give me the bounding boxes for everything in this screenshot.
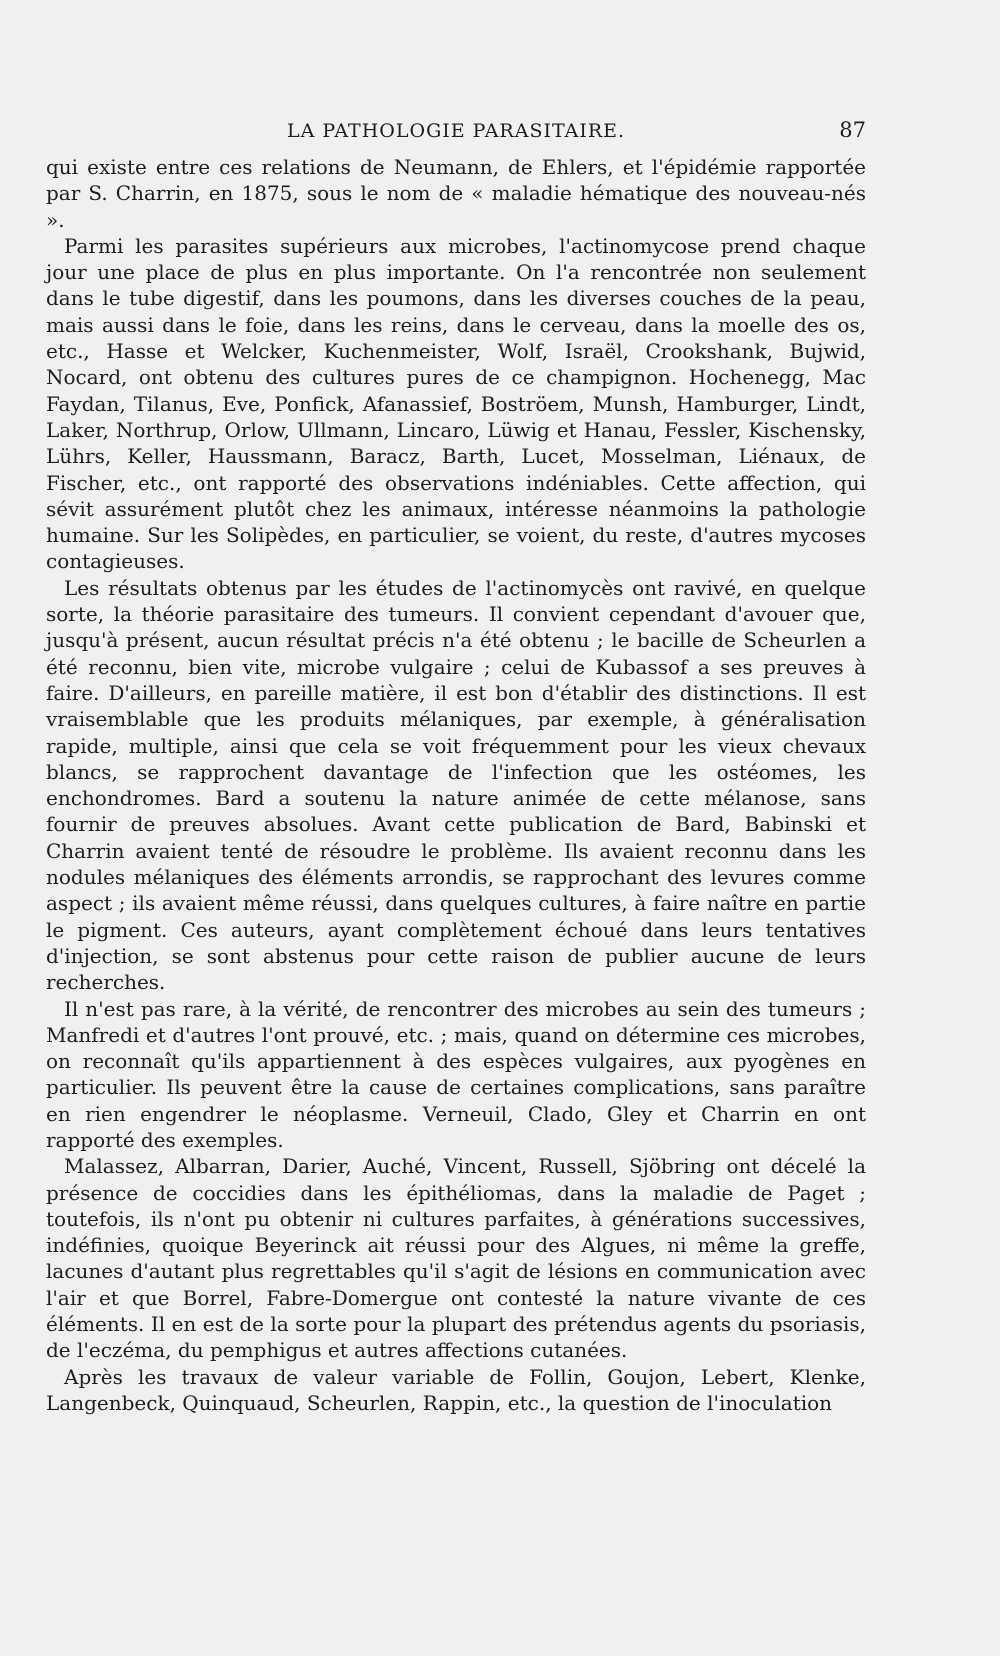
running-title: LA PATHOLOGIE PARASITAIRE. (286, 120, 626, 142)
paragraph: Après les travaux de valeur variable de Follin, Goujon, Lebert, Klenke, Langenbeck, Quinquaud, Scheurlen, Rappin, etc., la question de l'inoculation (46, 1364, 866, 1415)
paragraph: Malassez, Albarran, Darier, Auché, Vincent, Russell, Sjöbring ont décelé la présence de coccidies dans les épithéliomas, dans la maladie de Paget ; toutefois, ils n'ont pu obtenir ni cultures parfaites, à générations successives, indéfinies, quoique Beyerinck ait réussi pour des Algues, ni même la greffe, lacunes d'autant plus regrettables qu'il s'agit de lésions en communication avec l'air et que Borrel, Fabre-Domergue ont contesté la nature vivante de ces éléments. Il en est de la sorte pour la plupart des prétendus agents du psoriasis, de l'eczéma, du pemphigus et autres affections cutanées. (46, 1154, 866, 1363)
body-text (46, 154, 866, 1416)
page-number: 87 (839, 118, 866, 142)
paragraph: Parmi les parasites supérieurs aux microbes, l'actinomycose prend chaque jour une place de plus en plus importante. On l'a rencontrée non seulement dans le tube digestif, dans les poumons, dans les diverses couches de la peau, mais aussi dans le foie, dans les reins, dans le cerveau, dans la moelle des os, etc., Hasse et Welcker, Kuchenmeister, Wolf, Israël, Crookshank, Bujwid, Nocard, ont obtenu des cultures pures de ce champignon. Hochenegg, Mac Faydan, Tilanus, Eve, Ponfick, Afanassief, Boströem, Munsh, Hamburger, Lindt, Laker, Northrup, Orlow, Ullmann, Lincaro, Lüwig et Hanau, Fessler, Kischensky, Lührs, Keller, Haussmann, Baracz, Barth, Lucet, Mosselman, Liénaux, de Fischer, etc., ont rapporté des observations indéniables. Cette affection, qui sévit assurément plutôt chez les animaux, intéresse néanmoins la pathologie humaine. Sur les Solipèdes, en particulier, se voient, du reste, d'autres mycoses contagieuses. (46, 233, 866, 574)
paragraph: qui existe entre ces relations de Neumann, de Ehlers, et l'épidémie rapportée par S. Charrin, en 1875, sous le nom de « maladie hématique des nouveau-nés ». (46, 155, 866, 232)
paragraph: Il n'est pas rare, à la vérité, de rencontrer des microbes au sein des tumeurs ; Manfredi et d'autres l'ont prouvé, etc. ; mais, quand on détermine ces microbes, on reconnaît qu'ils appartiennent à des espèces vulgaires, aux pyogènes en particulier. Ils peuvent être la cause de certaines complications, sans paraître en rien engendrer le néoplasme. Verneuil, Clado, Gley et Charrin en ont rapporté des exemples. (46, 996, 866, 1152)
page-header (46, 118, 866, 148)
paragraph: Les résultats obtenus par les études de l'actinomycès ont ravivé, en quelque sorte, la théorie parasitaire des tumeurs. Il convient cependant d'avouer que, jusqu'à présent, aucun résultat précis n'a été obtenu ; le bacille de Scheurlen a été reconnu, bien vite, microbe vulgaire ; celui de Kubassof a ses preuves à faire. D'ailleurs, en pareille matière, il est bon d'établir des distinctions. Il est vraisemblable que les produits mélaniques, par exemple, à généralisation rapide, multiple, ainsi que cela se voit fréquemment pour les vieux chevaux blancs, se rapprochent davantage de l'infection que les ostéomes, les enchondromes. Bard a soutenu la nature animée de cette mélanose, sans fournir de preuves absolues. Avant cette publication de Bard, Babinski et Charrin avaient tenté de résoudre le problème. Ils avaient reconnu dans les nodules mélaniques des éléments arrondis, se rapprochant des levures comme aspect ; ils avaient même réussi, dans quelques cultures, à faire naître en partie le pigment. Ces auteurs, ayant complètement échoué dans leurs tentatives d'injection, se sont abstenus pour cette raison de publier aucune de leurs recherches. (46, 575, 866, 995)
